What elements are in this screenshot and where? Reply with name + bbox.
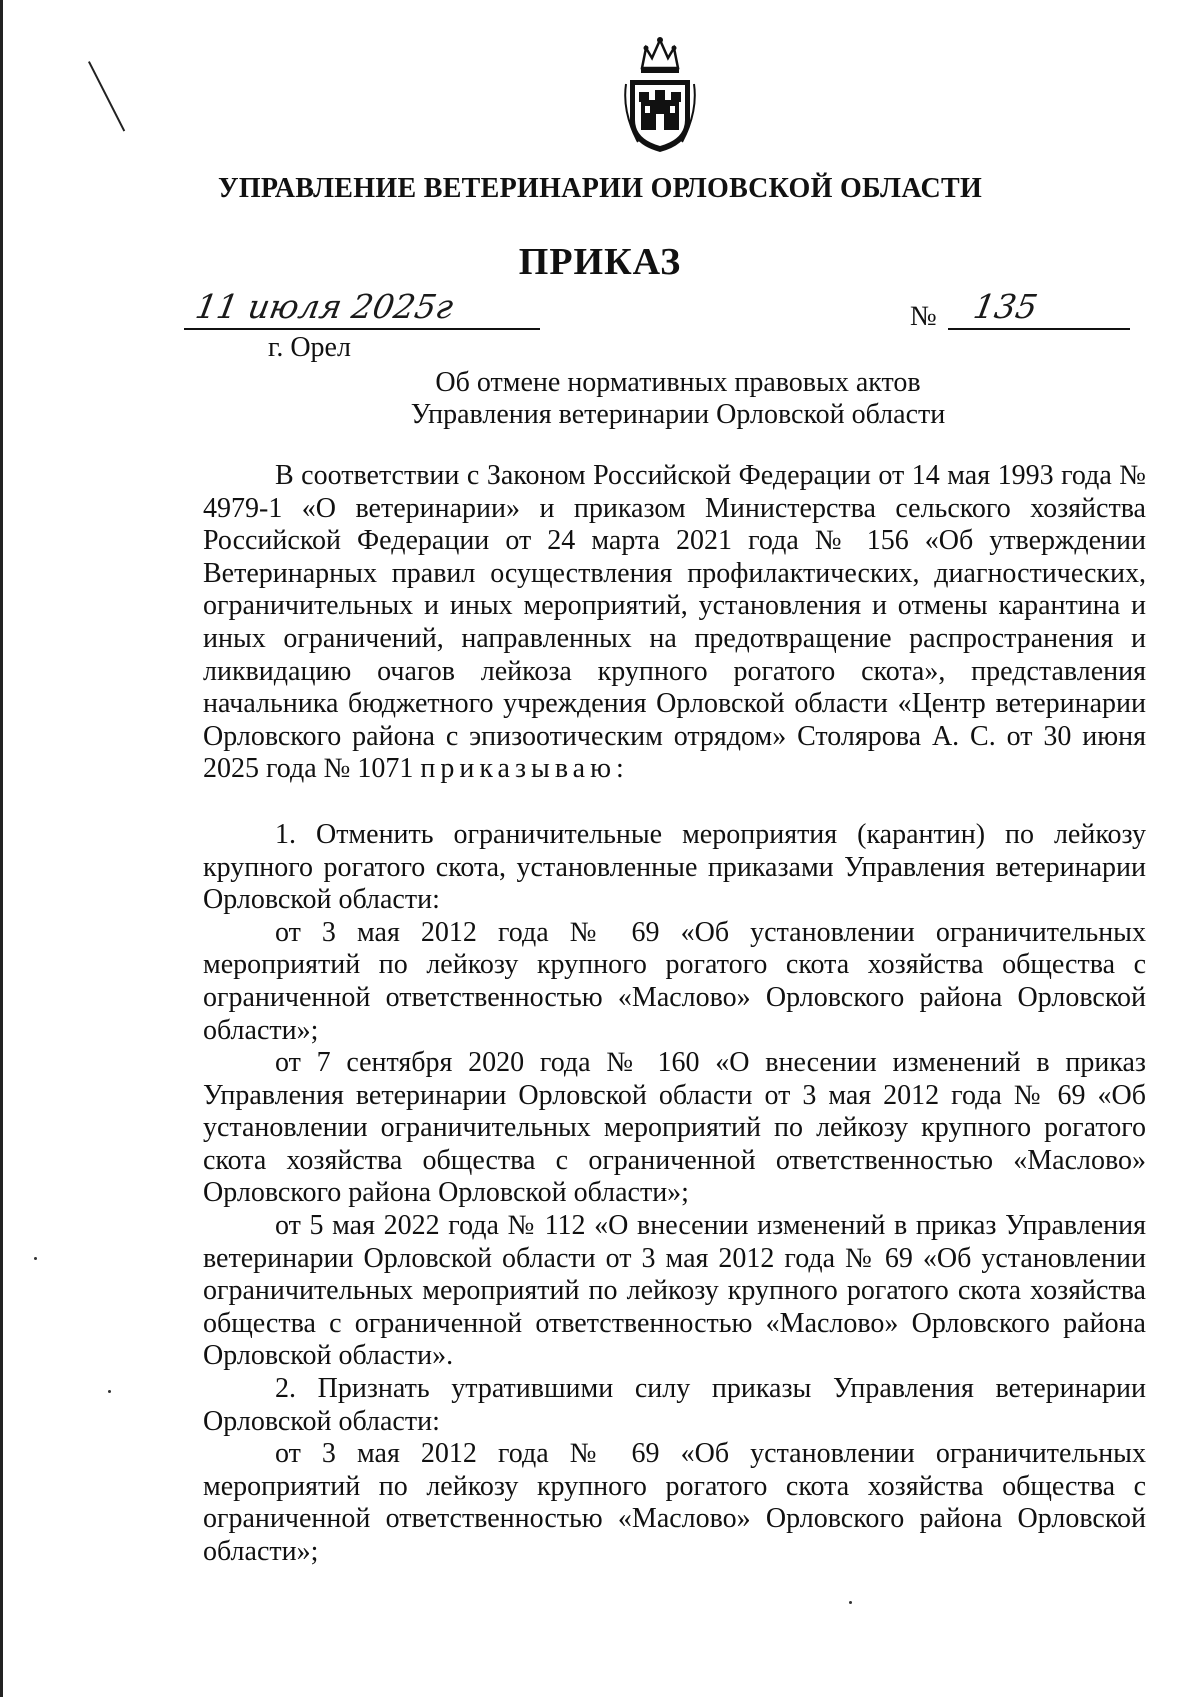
document-type-title: ПРИКАЗ	[518, 241, 682, 283]
city: г. Орел	[268, 332, 351, 363]
scan-speck	[849, 1601, 852, 1604]
clause-1-item-b: от 7 сентября 2020 года № 160 «О внесении изменений в приказ Управления ветеринарии Орловской области от 3 мая 2012 года № 69 «Об установлении ограничительных мероприятий по лейкозу крупного рогатого скота хозяйства общества с ограниченной ответственностью «Маслово» Орловского района Орловской области»;	[203, 1047, 1146, 1209]
clause-2-item-a: от 3 мая 2012 года № 69 «Об установлении ограничительных мероприятий по лейкозу крупного рогатого скота хозяйства общества с ограниченной ответственностью «Маслово» Орловского района Орловской области»;	[203, 1438, 1146, 1567]
organization-name: УПРАВЛЕНИЕ ВЕТЕРИНАРИИ ОРЛОВСКОЙ ОБЛАСТИ	[217, 173, 983, 204]
clause-1-item-c: от 5 мая 2022 года № 112 «О внесении изменений в приказ Управления ветеринарии Орловской области от 3 мая 2012 года № 69 «Об установлении ограничительных мероприятий по лейкозу крупного рогатого скота хозяйства общества с ограниченной ответственностью «Маслово» Орловского района Орловской области».	[203, 1210, 1146, 1372]
scan-mark	[88, 61, 125, 131]
handwritten-number: 135	[970, 287, 1041, 326]
orel-region-coat-of-arms-icon	[622, 34, 698, 156]
preamble-paragraph	[203, 460, 1146, 786]
clause-2: 2. Признать утратившими силу приказы Управления ветеринарии Орловской области:	[203, 1373, 1146, 1437]
order-word: приказываю:	[420, 753, 629, 785]
scan-speck	[108, 1390, 111, 1393]
number-underline	[948, 328, 1130, 330]
subject-line-1: Об отмене нормативных правовых актов	[435, 367, 921, 398]
date-underline	[184, 328, 540, 330]
preamble-text: В соответствии с Законом Российской Федерации от 14 мая 1993 года № 4979-1 «О ветеринарии» и приказом Министерства сельского хозяйства Российской Федерации от 24 марта 2021 года № 156 «Об утверждении Ветеринарных правил осуществления профилактических, диагностических, ограничительных и иных мероприятий, установления и отмены карантина и иных ограничений, направленных на предотвращение распространения и ликвидацию очагов лейкоза крупного рогатого скота», представления начальника бюджетного учреждения Орловской области «Центр ветеринарии Орловского района с эпизоотическим отрядом» Столярова А. С. от 30 июня 2025 года № 1071	[203, 460, 1146, 785]
document-body	[203, 460, 1146, 1569]
document-subject	[378, 367, 978, 431]
handwritten-date: 11 июля 2025г	[192, 287, 457, 326]
clause-1-item-a: от 3 мая 2012 года № 69 «Об установлении ограничительных мероприятий по лейкозу крупного рогатого скота хозяйства общества с ограниченной ответственностью «Маслово» Орловского района Орловской области»;	[203, 916, 1146, 1046]
clause-1: 1. Отменить ограничительные мероприятия (карантин) по лейкозу крупного рогатого скота, установленные приказами Управления ветеринарии Орловской области:	[203, 818, 1146, 916]
number-sign: №	[910, 301, 937, 332]
scan-speck	[34, 1257, 37, 1260]
subject-line-2: Управления ветеринарии Орловской области	[410, 399, 946, 430]
